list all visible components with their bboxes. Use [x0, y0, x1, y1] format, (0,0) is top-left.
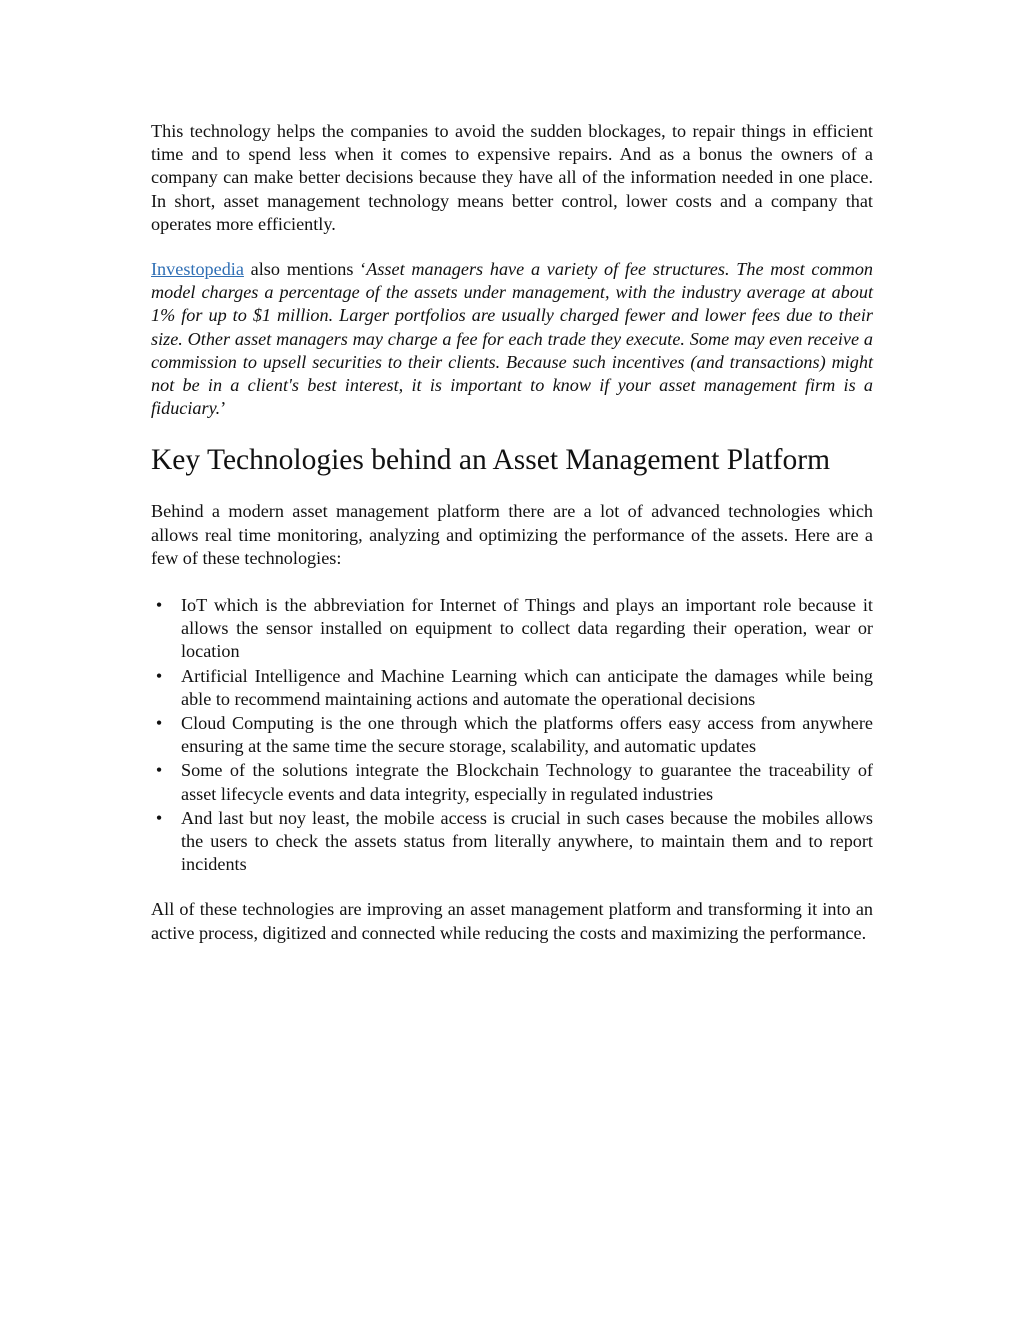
investopedia-link[interactable]: Investopedia [151, 259, 244, 280]
investopedia-quote-paragraph [151, 258, 873, 420]
list-item-text: And last but noy least, the mobile access is crucial in such cases because the mobiles allows the users to check the assets status from literally anywhere, to maintain them and to report incidents [181, 807, 873, 875]
bullet-icon: • [155, 665, 163, 686]
bullet-icon: • [155, 807, 163, 828]
list-item-iot [151, 594, 873, 664]
list-item-text: IoT which is the abbreviation for Internet of Things and plays an important role because it allows the sensor installed on equipment to collect data regarding their operation, wear or location [181, 595, 873, 662]
list-item-cloud [151, 712, 873, 758]
technologies-list [151, 594, 873, 876]
quote-text: Asset managers have a variety of fee structures. The most common model charges a percentage of the assets under management, with the industry average at about 1% for up to $1 million. Larger portfolios are usually charged fewer and lower fees due to their size. Other asset managers may charge a fee for each trade they execute. Some may even receive a commission to upsell securities to their clients. Because such incentives (and transactions) might not be in a client's best interest, it is important to know if your asset management firm is a fiduciary. [151, 259, 874, 419]
conclusion-paragraph: All of these technologies are improving an asset management platform and transforming it into an active process, digitized and connected while reducing the costs and maximizing the performance. [151, 899, 873, 943]
list-item-blockchain [151, 759, 873, 805]
list-item-text: Some of the solutions integrate the Blockchain Technology to guarantee the traceability of asset lifecycle events and data integrity, especially in regulated industries [181, 760, 873, 804]
bullet-icon: • [155, 713, 163, 734]
bullet-icon: • [155, 760, 163, 781]
list-item-ai-ml [151, 665, 873, 711]
document-page [151, 120, 873, 945]
quote-closing-mark: ’ [220, 398, 227, 419]
technologies-intro-paragraph: Behind a modern asset management platform there are a lot of advanced technologies which allows real time monitoring, analyzing and optimizing the performance of the assets. Here are a few of these technologies: [151, 501, 873, 568]
quote-lead-text: also mentions ‘ [243, 259, 367, 280]
list-item-text: Cloud Computing is the one through which the platforms offers easy access from anywhere ensuring at the same time the secure storage, scalability, and automatic updates [181, 713, 873, 757]
intro-paragraph: This technology helps the companies to avoid the sudden blockages, to repair things in efficient time and to spend less when it comes to expensive repairs. And as a bonus the owners of a company can make better decisions because they have all of the information needed in one place. In short, asset management technology means better control, lower costs and a company that operates more efficiently. [151, 121, 873, 234]
bullet-icon: • [155, 595, 163, 616]
list-item-mobile [151, 807, 873, 877]
list-item-text: Artificial Intelligence and Machine Learning which can anticipate the damages while being able to recommend maintaining actions and automate the operational decisions [181, 665, 873, 709]
section-heading: Key Technologies behind an Asset Management Platform [151, 444, 831, 477]
